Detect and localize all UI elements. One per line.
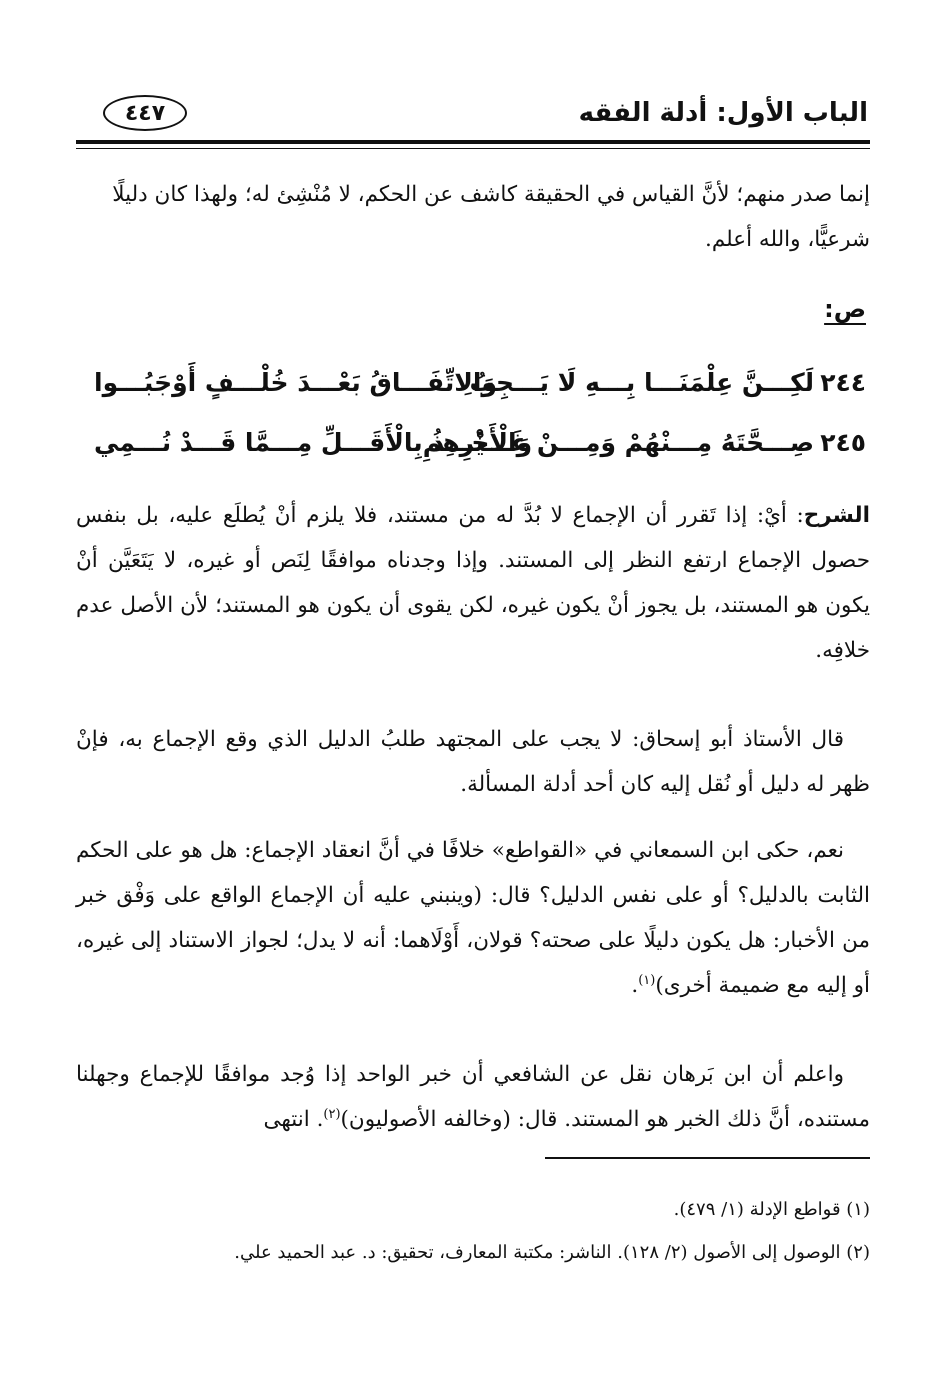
commentary-text: واعلم أن ابن بَرهان نقل عن الشافعي أن خبر الواحد إذا وُجد موافقًا للإجماع وجهلنا مستنده، أنَّ ذلك الخبر هو المستند. قال: (وخالفه الأصوليون) (76, 1062, 870, 1132)
header-rule-thick (76, 140, 870, 144)
footnote-ref-2[interactable]: (٢) (323, 1106, 341, 1122)
verse-second-hemistich: وَالِاتِّفَـــاقُ بَعْـــدَ خُلْـــفٍ أَوْجَبُـــوا (94, 368, 498, 397)
chapter-title: الباب الأول: أدلة الفقه (578, 98, 868, 128)
verse-first-hemistich: لَكِـــنَّ عِلْمَنَـــا بِـــهِ لَا يَـــجِبُ (469, 368, 814, 397)
verse-first-hemistich: صِـــحَّتَهُ مِـــنْهُمْ وَمِـــنْ غَـــيْرِهِمِ (422, 428, 814, 457)
commentary-paragraph-4 (76, 1052, 870, 1142)
sentence-end: . انتهى (263, 1107, 324, 1132)
intro-line-2: شرعيًّا، والله أعلم. (705, 227, 870, 252)
page-number: ٤٤٧ (103, 95, 187, 131)
commentary-text: قال الأستاذ أبو إسحاق: لا يجب على المجتهد طلبُ الدليل الذي وقع الإجماع به، فإنْ ظهر له دليل أو نُقل إليه كان أحد أدلة المسألة. (76, 727, 870, 797)
commentary-text: نعم، حكى ابن السمعاني في «القواطع» خلافًا في أنَّ انعقاد الإجماع: هل هو على الحكم الثابت بالدليل؟ أو على نفس الدليل؟ قال: (وينبني عليه أن الإجماع الواقع على وَفْق خبر من الأخبار: هل يكون دليلًا على صحته؟ قولان، أَوْلَاهما: أنه لا يدل؛ لجواز الاستناد إلى غيره، أو إليه مع ضميمة أخرى) (76, 838, 870, 998)
header-rule-thin (76, 148, 870, 149)
verse-second-hemistich: وَالْأَخْـــذُ بِالْأَقَـــلِّ مِـــمَّا قَـــدْ نُـــمِي (94, 428, 533, 457)
commentary-paragraph-3 (76, 828, 870, 1008)
verse-number: ٢٤٥ (820, 428, 866, 457)
footnote-2: (٢) الوصول إلى الأصول (٢/ ١٢٨). الناشر: مكتبة المعارف، تحقيق: د. عبد الحميد علي. (234, 1242, 870, 1263)
verse-number: ٢٤٤ (820, 368, 866, 397)
footnote-ref-1[interactable]: (١) (638, 972, 656, 988)
commentary-text: : أيْ: إذا تَقرر أن الإجماع لا بُدَّ له من مستند، فلا يلزم أنْ يُطلَع عليه، بل بنفس حصول الإجماع ارتفع النظر إلى المستند. وإذا وجدناه موافقًا لِنَص أو غيره، لا يَتَعَيَّن أنْ يكون هو المستند، بل يجوز أنْ يكون غيره، لكن يقوى أن يكون هو المستند؛ لأن الأصل عدم خلافِه. (76, 503, 870, 663)
commentary-paragraph-2 (76, 717, 870, 807)
verse-244 (76, 362, 870, 412)
matn-label: ص: (824, 295, 866, 323)
footnote-1: (١) قواطع الإدلة (١/ ٤٧٩). (673, 1199, 870, 1220)
sentence-end: . (631, 973, 639, 998)
commentary-lead: الشرح (803, 503, 870, 528)
footnote-separator (545, 1157, 870, 1159)
intro-line-1: إنما صدر منهم؛ لأنَّ القياس في الحقيقة كاشف عن الحكم، لا مُنْشِئ له؛ ولهذا كان دليلًا (112, 182, 870, 207)
intro-paragraph (76, 172, 870, 262)
verse-245 (76, 422, 870, 472)
commentary-paragraph-1 (76, 493, 870, 673)
